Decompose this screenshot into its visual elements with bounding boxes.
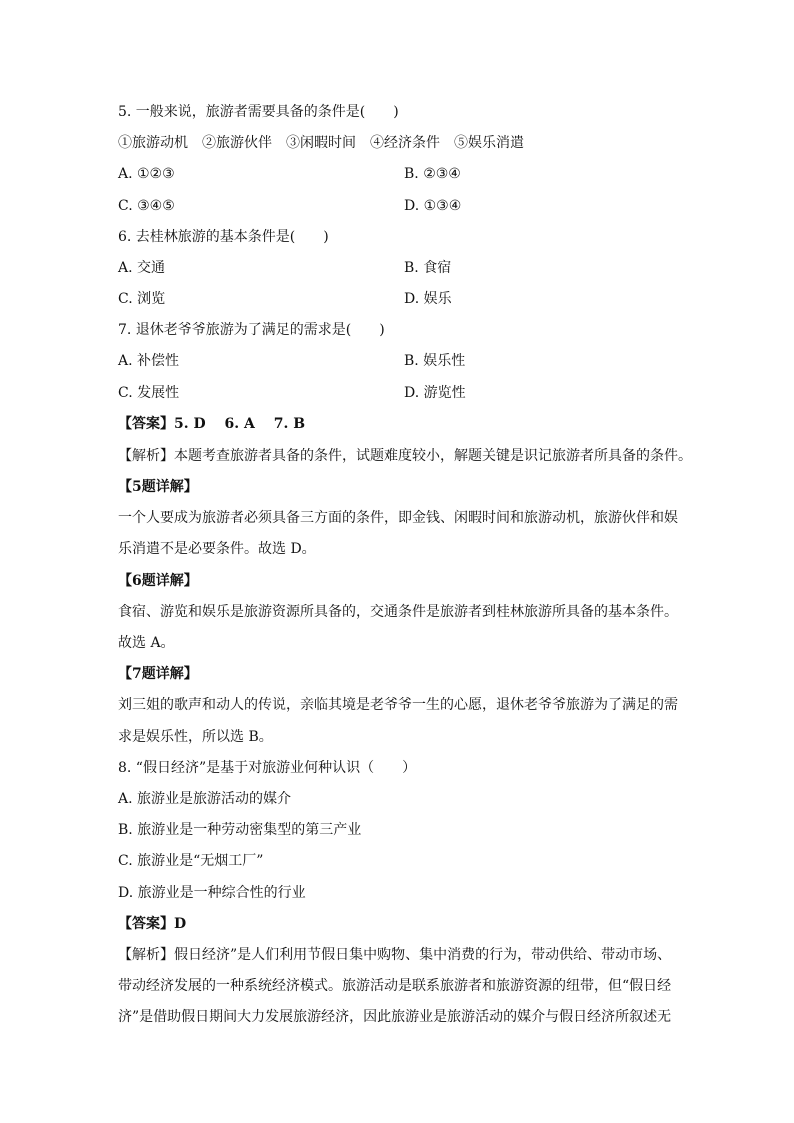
detail-5-line-1: 一个人要成为旅游者必须具备三方面的条件，即金钱、闲暇时间和旅游动机，旅游伙伴和娱 (118, 510, 678, 526)
detail-6-title: 【6题详解】 (118, 573, 198, 589)
question-8-option-b: B. 旅游业是一种劳动密集型的第三产业 (118, 822, 362, 838)
question-6-option-b: B. 食宿 (404, 260, 452, 276)
detail-7-line-2: 求是娱乐性，所以选 B。 (118, 729, 273, 745)
answer-5-7: 【答案】5. D 6. A 7. B (118, 416, 306, 432)
answer-8: 【答案】D (118, 916, 187, 932)
question-8-option-a: A. 旅游业是旅游活动的媒介 (118, 791, 292, 807)
question-6-option-a: A. 交通 (118, 260, 166, 276)
question-8-option-c: C. 旅游业是“无烟工厂” (118, 853, 264, 869)
analysis-8-line-3: 济”是借助假日期间大力发展旅游经济，因此旅游业是旅游活动的媒介与假日经济所叙述无 (118, 1009, 672, 1025)
question-8-stem: 8. “假日经济”是基于对旅游业何种认识（ ） (118, 760, 417, 776)
question-7-option-c: C. 发展性 (118, 385, 180, 401)
detail-5-line-2: 乐消遣不是必要条件。故选 D。 (118, 541, 316, 557)
analysis-5-7: 【解析】本题考查旅游者具备的条件，试题难度较小，解题关键是识记旅游者所具备的条件。 (118, 448, 692, 464)
question-6-stem: 6. 去桂林旅游的基本条件是( ) (118, 229, 329, 245)
detail-7-line-1: 刘三姐的歌声和动人的传说，亲临其境是老爷爷一生的心愿，退休老爷爷旅游为了满足的需 (118, 697, 678, 713)
question-5-stem: 5. 一般来说，旅游者需要具备的条件是( ) (118, 104, 399, 120)
question-5-option-a: A. ①②③ (118, 166, 175, 182)
question-5-option-c: C. ③④⑤ (118, 198, 175, 214)
detail-5-title: 【5题详解】 (118, 479, 198, 495)
question-6-option-c: C. 浏览 (118, 291, 166, 307)
analysis-8-line-1: 【解析】假日经济”是人们利用节假日集中购物、集中消费的行为，带动供给、带动市场、 (118, 947, 672, 963)
question-7-option-a: A. 补偿性 (118, 353, 180, 369)
analysis-8-line-2: 带动经济发展的一种系统经济模式。旅游活动是联系旅游者和旅游资源的纽带，但“假日经 (118, 978, 672, 994)
question-5-option-d: D. ①③④ (404, 198, 462, 214)
detail-6-line-1: 食宿、游览和娱乐是旅游资源所具备的，交通条件是旅游者到桂林旅游所具备的基本条件。 (118, 604, 678, 620)
detail-6-line-2: 故选 A。 (118, 635, 175, 651)
question-5-items: ①旅游动机 ②旅游伙伴 ③闲暇时间 ④经济条件 ⑤娱乐消遣 (118, 135, 524, 151)
question-7-option-d: D. 游览性 (404, 385, 466, 401)
question-6-option-d: D. 娱乐 (404, 291, 452, 307)
question-8-option-d: D. 旅游业是一种综合性的行业 (118, 885, 306, 901)
question-7-option-b: B. 娱乐性 (404, 353, 466, 369)
question-7-stem: 7. 退休老爷爷旅游为了满足的需求是( ) (118, 322, 385, 338)
detail-7-title: 【7题详解】 (118, 666, 198, 682)
question-5-option-b: B. ②③④ (404, 166, 461, 182)
